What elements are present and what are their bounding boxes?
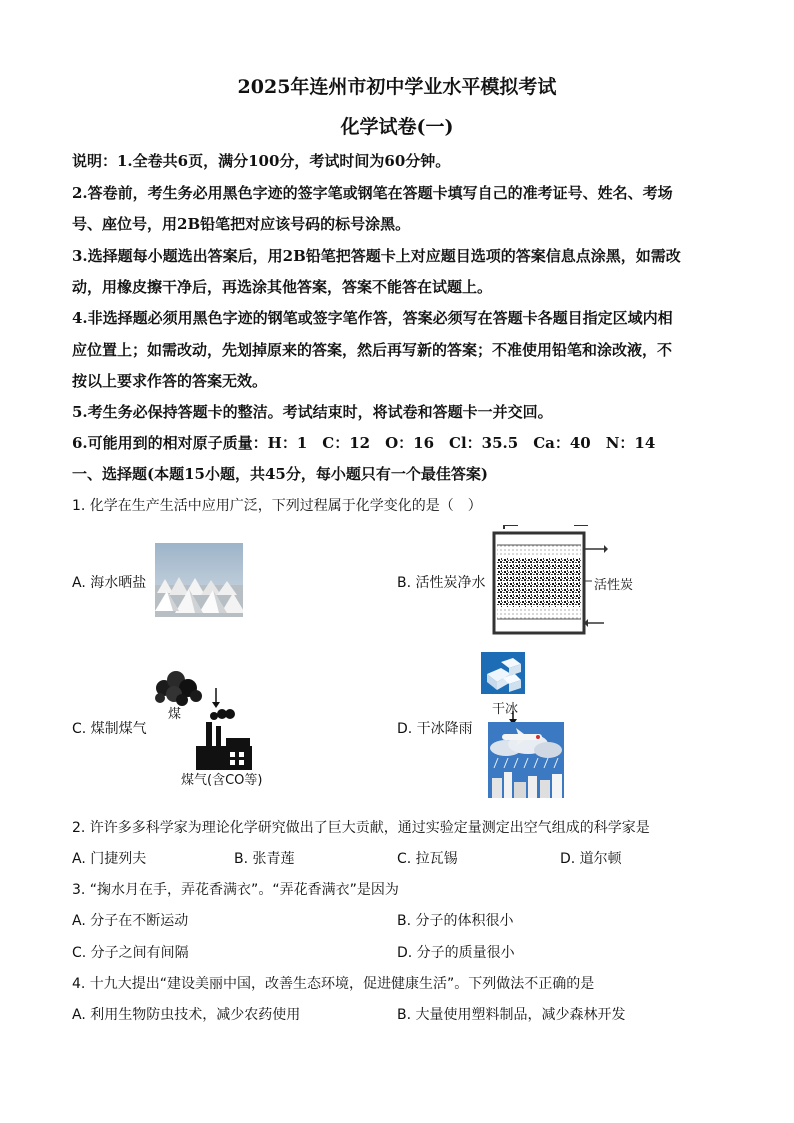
q2-option-c: C. 拉瓦锡: [397, 851, 458, 867]
instruction-line: 6.可能用到的相对原子质量：H：1 C：12 O：16 Cl：35.5 Ca：40 N：14: [72, 434, 656, 452]
q3-option-c: C. 分子之间有间隔: [72, 945, 189, 961]
instruction-line: 应位置上；如需改动，先划掉原来的答案，然后再写新的答案；不准使用铅笔和涂改液，不: [72, 341, 673, 359]
question-4-stem: 4. 十九大提出“建设美丽中国，改善生态环境，促进健康生活”。下列做法不正确的是: [72, 976, 595, 992]
q4-option-b: B. 大量使用塑料制品，减少森林开发: [397, 1007, 626, 1023]
activated-carbon-label: 活性炭: [594, 578, 634, 593]
q2-option-a: A. 门捷列夫: [72, 851, 147, 867]
instruction-line: 4.非选择题必须用黑色字迹的钢笔或签字笔作答，答案必须写在答题卡各题目指定区域内相: [72, 309, 673, 327]
activated-carbon-filter-diagram: [488, 525, 608, 637]
question-2-stem: 2. 许许多多科学家为理论化学研究做出了巨大贡献，通过实验定量测定出空气组成的科学家是: [72, 820, 650, 836]
q1-option-a: A. 海水晒盐: [72, 575, 147, 591]
q4-option-a: A. 利用生物防虫技术，减少农药使用: [72, 1007, 301, 1023]
salt-pans-image: [155, 543, 243, 617]
instruction-line: 5.考生务必保持答题卡的整洁。考试结束时，将试卷和答题卡一并交回。: [72, 403, 553, 421]
instruction-line: 3.选择题每小题选出答案后，用2B铅笔把答题卡上对应题目选项的答案信息点涂黑，如需改: [72, 247, 681, 265]
q1-option-d: D. 干冰降雨: [397, 721, 473, 737]
q1-option-b: B. 活性炭净水: [397, 575, 486, 591]
q2-option-b: B. 张青莲: [234, 851, 295, 867]
dry-ice-label: 干冰: [492, 702, 519, 717]
exam-subtitle: 化学试卷(一): [340, 116, 454, 138]
q3-option-b: B. 分子的体积很小: [397, 913, 514, 929]
dry-ice-image: [481, 652, 525, 694]
q3-option-a: A. 分子在不断运动: [72, 913, 189, 929]
section-heading: 一、选择题(本题15小题，共45分，每小题只有一个最佳答案): [72, 465, 488, 483]
coal-label: 煤: [168, 707, 182, 722]
q3-option-d: D. 分子的质量很小: [397, 945, 515, 961]
instruction-line: 动，用橡皮擦干净后，再选涂其他答案，答案不能答在试题上。: [72, 278, 493, 296]
plane-rain-image: [488, 722, 564, 798]
question-1-stem: 1. 化学在生产生活中应用广泛，下列过程属于化学变化的是（ ）: [72, 498, 482, 514]
exam-title: 2025年连州市初中学业水平模拟考试: [237, 76, 557, 98]
q2-option-d: D. 道尔顿: [560, 851, 622, 867]
coal-gas-label: 煤气(含CO等): [181, 773, 263, 788]
q1-option-c: C. 煤制煤气: [72, 721, 147, 737]
instruction-line: 按以上要求作答的答案无效。: [72, 372, 268, 390]
instruction-line: 号、座位号，用2B铅笔把对应该号码的标号涂黑。: [72, 215, 411, 233]
instruction-line: 2.答卷前，考生务必用黑色字迹的签字笔或钢笔在答题卡填写自己的准考证号、姓名、考场: [72, 184, 673, 202]
question-3-stem: 3. “掬水月在手，弄花香满衣”。“弄花香满衣”是因为: [72, 882, 399, 898]
instruction-line: 说明：1.全卷共6页，满分100分，考试时间为60分钟。: [72, 152, 451, 170]
